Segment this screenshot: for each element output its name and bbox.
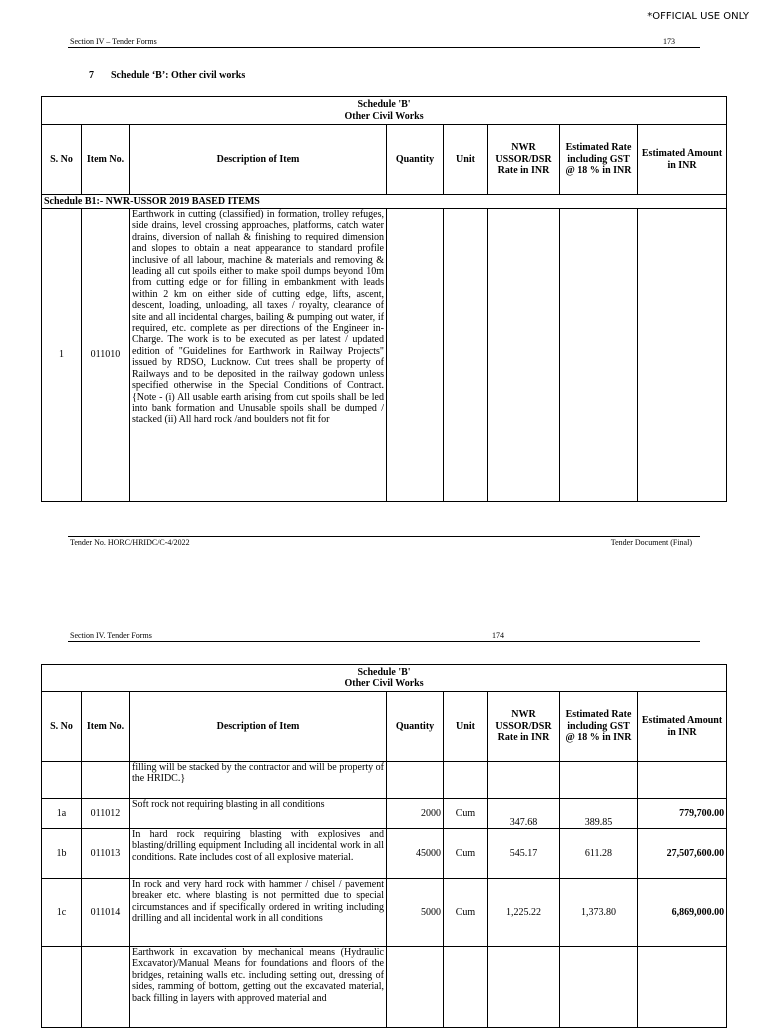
page2-header-section: Section IV. Tender Forms: [70, 631, 152, 640]
row-quantity: 45000: [387, 829, 444, 879]
col-header-quantity: Quantity: [387, 692, 444, 762]
table-row: [42, 762, 727, 799]
table-row: [42, 879, 727, 947]
page2-header-page-number: 174: [492, 631, 504, 640]
row-sno: 1c: [42, 879, 82, 947]
row-unit: Cum: [444, 879, 488, 947]
section-heading-number: 7: [89, 70, 94, 81]
col-header-description: Description of Item: [130, 125, 387, 195]
row-quantity: 2000: [387, 799, 444, 829]
page1-footer-rule: [68, 536, 700, 537]
col-header-est-amount: Estimated Amount in INR: [638, 125, 727, 195]
col-header-quantity: Quantity: [387, 125, 444, 195]
row-description-continued: filling will be stacked by the contractor and will be property of the HRIDC.}: [130, 762, 387, 799]
row-item-no: 011012: [82, 799, 130, 829]
row-sno: 1b: [42, 829, 82, 879]
row-est-rate: 389.85: [560, 799, 638, 829]
table-row: [42, 947, 727, 1028]
col-header-est-rate: Estimated Rate including GST @ 18 % in INR: [560, 125, 638, 195]
page1-header-page-number: 173: [663, 37, 675, 46]
row-est-amount: 779,700.00: [638, 799, 727, 829]
section-heading-text: Schedule ‘B’: Other civil works: [111, 70, 246, 81]
schedule-section-row: Schedule B1:- NWR-USSOR 2019 BASED ITEMS: [42, 195, 727, 209]
col-header-item-no: Item No.: [82, 125, 130, 195]
table-title-line2: Other Civil Works: [344, 678, 424, 689]
section-heading: [89, 70, 245, 81]
col-header-unit: Unit: [444, 125, 488, 195]
table-title-line1: Schedule 'B': [357, 666, 411, 678]
row-nwr-rate: 1,225.22: [488, 879, 560, 947]
row-sno: 1: [42, 209, 82, 502]
page1-footer-doc: Tender Document (Final): [610, 538, 692, 547]
row-nwr-rate: 545.17: [488, 829, 560, 879]
page1-header-rule: [68, 47, 700, 48]
row-est-amount: 27,507,600.00: [638, 829, 727, 879]
col-header-sno: S. No: [42, 692, 82, 762]
col-header-item-no: Item No.: [82, 692, 130, 762]
row-description: Earthwork in cutting (classified) in formation, trolley refuges, side drains, level crossing approaches, platforms, catch water drains, diversion of nallah & finishing to required dimension and slopes to obtain a neat appearance to standard profile inclusive of all labour, machine & materials and removing & leading all cut spoils either to make spoil dumps beyond 10m from cutting edge or for filling in embankment with leads within 2 km on either side of cutting edge, lifts, ascent, descent, loading, unloading, all taxes / royalty, clearance of site and all incidental charges, bailing & pumping out water, if required, etc. complete as per directions of the Engineer in-Charge. The work is to be executed as per latest / updated edition of "Guidelines for Earthwork in Railway Projects" issued by RDSO, Lucknow. Cut trees shall be property of Railways and to be deposited in the railway godown unless specified otherwise in the Special Conditions of Contract. {Note - (i) All usable earth arising from cut spoils shall be led into bank formation and Unusable spoils shall be dumped / stacked (ii) All hard rock /and boulders not fit for: [130, 209, 387, 502]
schedule-table-page2: [41, 664, 727, 1028]
table-row: [42, 799, 727, 829]
table-title-line1: Schedule 'B': [357, 99, 411, 111]
row-description: Soft rock not requiring blasting in all conditions: [130, 799, 387, 829]
row-est-rate: 611.28: [560, 829, 638, 879]
row-description: In rock and very hard rock with hammer / chisel / pavement breaker etc. where blasting is not permitted due to special circumstances and if specifically ordered in writing including drilling and all incidental work in all conditions: [130, 879, 387, 947]
row-description: Earthwork in excavation by mechanical means (Hydraulic Excavator)/Manual Means for foundations and floors of the bridges, retaining walls etc. including setting out, dressing of sides, ramming of bottom, getting out the excavated material, back filling in layers with approved material and: [130, 947, 387, 1028]
page1-header-section: Section IV – Tender Forms: [70, 37, 157, 46]
page1-footer-tender-no: Tender No. HORC/HRIDC/C-4/2022: [70, 538, 190, 547]
row-est-rate: 1,373.80: [560, 879, 638, 947]
table-row: [42, 209, 727, 502]
row-description: In hard rock requiring blasting with explosives and blasting/drilling equipment Including all incidental work in all conditions. Rate includes cost of all explosive material.: [130, 829, 387, 879]
row-est-amount: 6,869,000.00: [638, 879, 727, 947]
table-title: [42, 665, 727, 692]
row-unit: Cum: [444, 799, 488, 829]
row-nwr-rate: 347.68: [488, 799, 560, 829]
official-use-label: *OFFICIAL USE ONLY: [647, 11, 749, 22]
col-header-sno: S. No: [42, 125, 82, 195]
col-header-est-amount: Estimated Amount in INR: [638, 692, 727, 762]
col-header-unit: Unit: [444, 692, 488, 762]
row-item-no: 011010: [82, 209, 130, 502]
table-title: [42, 97, 727, 125]
col-header-nwr-rate: NWR USSOR/DSR Rate in INR: [488, 125, 560, 195]
row-unit: Cum: [444, 829, 488, 879]
row-item-no: 011014: [82, 879, 130, 947]
col-header-est-rate: Estimated Rate including GST @ 18 % in INR: [560, 692, 638, 762]
col-header-nwr-rate: NWR USSOR/DSR Rate in INR: [488, 692, 560, 762]
table-title-line2: Other Civil Works: [344, 110, 424, 122]
row-quantity: 5000: [387, 879, 444, 947]
page2-header-rule: [68, 641, 700, 642]
schedule-table-page1: [41, 96, 727, 502]
table-row: [42, 829, 727, 879]
row-item-no: 011013: [82, 829, 130, 879]
col-header-description: Description of Item: [130, 692, 387, 762]
row-sno: 1a: [42, 799, 82, 829]
